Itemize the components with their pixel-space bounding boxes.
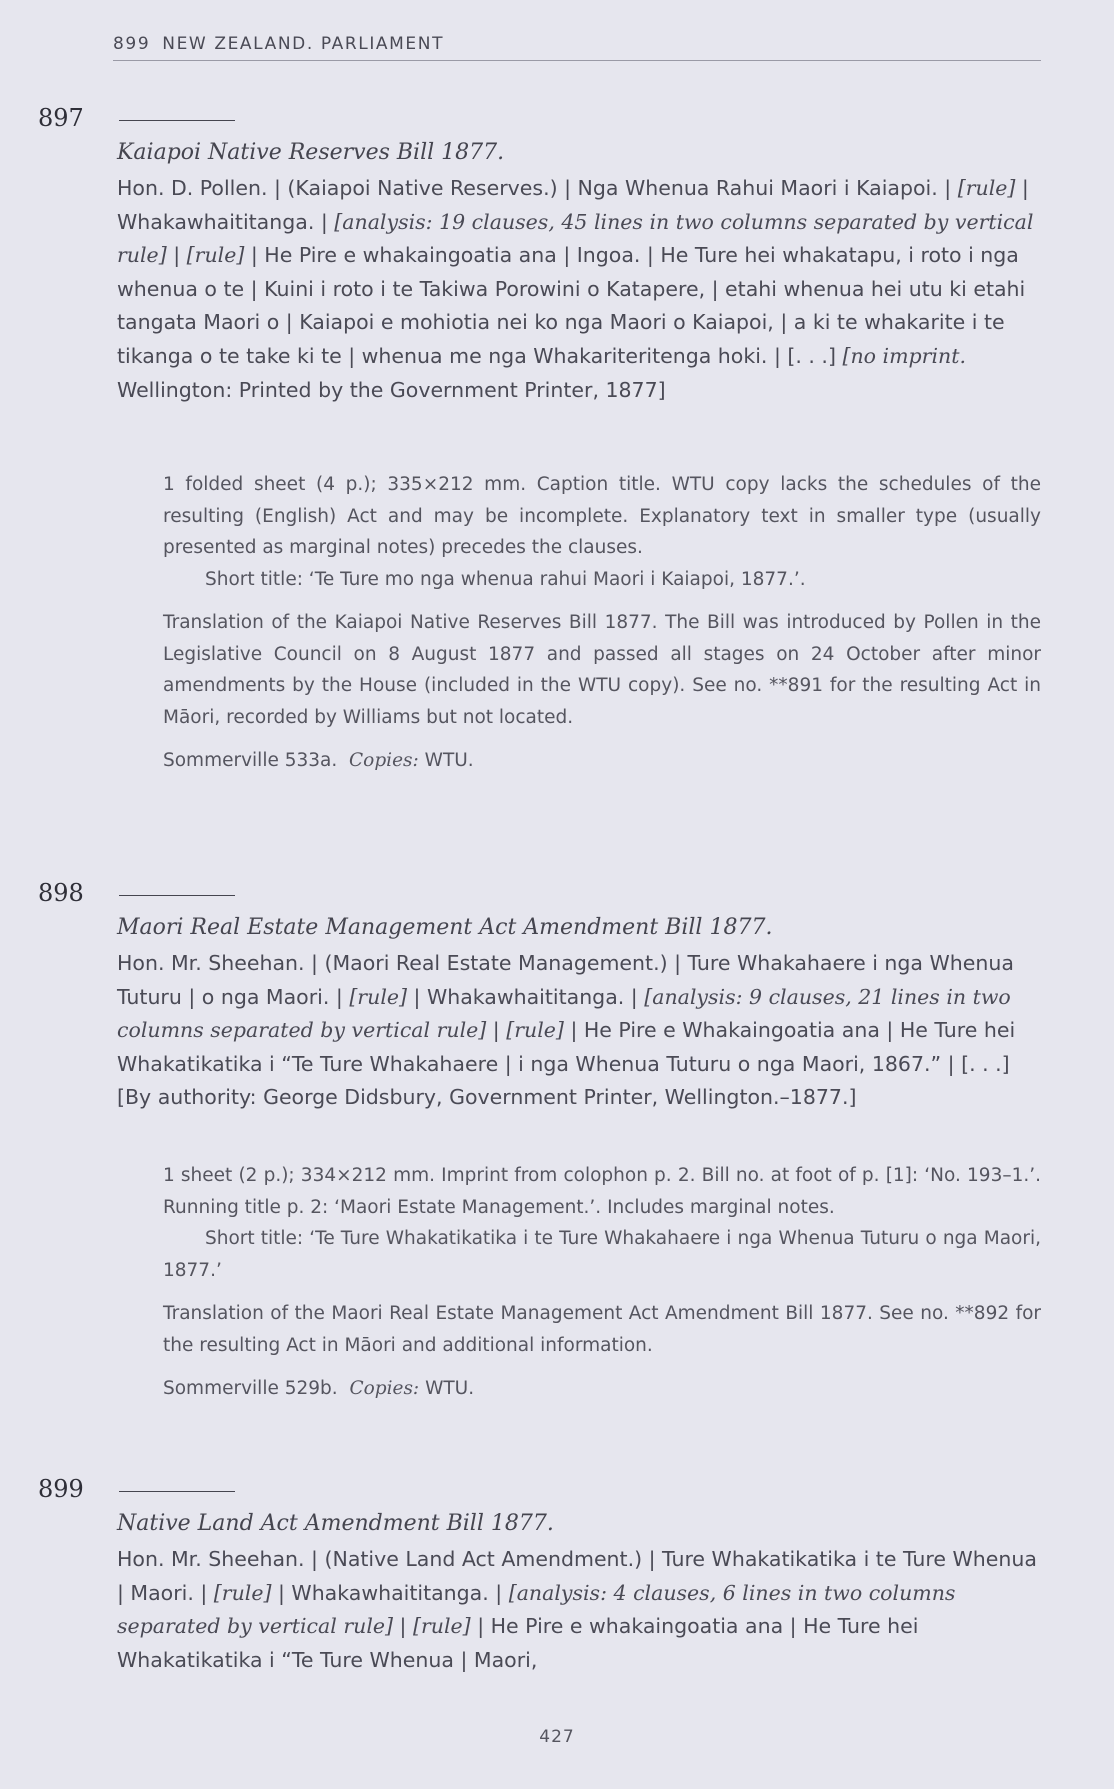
entry-rule bbox=[119, 1491, 235, 1492]
entry-number: 898 bbox=[38, 879, 84, 907]
entry-number: 897 bbox=[38, 104, 84, 132]
entry-title: Maori Real Estate Management Act Amendment Bill 1877. bbox=[117, 915, 773, 940]
short-title: Short title: ‘Te Ture mo nga whenua rahui Maori i Kaiapoi, 1877.’. bbox=[205, 568, 806, 590]
reference-line: Sommerville 529b. Copies: WTU. bbox=[163, 1378, 475, 1399]
running-head bbox=[113, 34, 1041, 61]
header-title: NEW ZEALAND. PARLIAMENT bbox=[162, 34, 445, 54]
reference-line: Sommerville 533a. Copies: WTU. bbox=[163, 750, 474, 771]
title-transcription: Hon. Mr. Sheehan. | (Maori Real Estate Management.) | Ture Whakahaere i nga Whenua Tuturu | o nga Maori. | [rule] | Whakawhaititanga. | [analysis: 9 clauses, 21 lines in two columns separated by vertical rule] | [rule] | He Pire e Whakaingoatia ana | He Ture hei Whakatikatika i “Te Ture Whakahaere | i nga Whenua Tuturu o nga Maori, 1867.” | [. . .] [By authority: George Didsbury, Government Printer, Wellington.–1877.] bbox=[117, 951, 1016, 1110]
physical-description: 1 folded sheet (4 p.); 335×212 mm. Caption title. WTU copy lacks the schedules of the resulting (English) Act and may be incomplete. Explanatory text in smaller type (usually presented as marginal notes) precedes the clauses. bbox=[163, 474, 1041, 558]
page-number: 427 bbox=[539, 1727, 575, 1747]
entry-rule bbox=[119, 120, 235, 121]
bibliographic-note: Translation of the Kaiapoi Native Reserves Bill 1877. The Bill was introduced by Pollen in the Legislative Council on 8 August 1877 and passed all stages on 24 October after minor amendments by the House (included in the WTU copy). See no. **891 for the resulting Act in Māori, recorded by Williams but not located. bbox=[163, 612, 1041, 728]
title-transcription: Hon. D. Pollen. | (Kaiapoi Native Reserves.) | Nga Whenua Rahui Maori i Kaiapoi. | [rule] | Whakawhaititanga. | [analysis: 19 clauses, 45 lines in two columns separated by vertical rule] | [rule] | He Pire e whakaingoatia ana | Ingoa. | He Ture hei whakatapu, i roto i nga whenua o te | Kuini i roto i te Takiwa Porowini o Katapere, | etahi whenua hei utu ki etahi tangata Maori o | Kaiapoi e mohiotia nei ko nga Maori o Kaiapoi, | a ki te whakarite i te tikanga o te take ki te | whenua me nga Whakariteritenga hoki. | [. . .] [no imprint. Wellington: Printed by the Government Printer, 1877] bbox=[117, 176, 1034, 402]
entry-notes-897 bbox=[163, 469, 1041, 777]
entry-rule bbox=[119, 895, 235, 896]
entry-notes-898 bbox=[163, 1160, 1041, 1405]
physical-description: 1 sheet (2 p.); 334×212 mm. Imprint from colophon p. 2. Bill no. at foot of p. [1]: ‘No. 193–1.’. Running title p. 2: ‘Maori Estate Management.’. Includes marginal notes. bbox=[163, 1165, 1041, 1218]
entry-number: 899 bbox=[38, 1475, 84, 1503]
short-title: Short title: ‘Te Ture Whakatikatika i te Ture Whakahaere i nga Whenua Tuturu o nga Maori, 1877.’ bbox=[163, 1228, 1041, 1281]
entry-title: Kaiapoi Native Reserves Bill 1877. bbox=[117, 140, 505, 165]
header-page-ref: 899 bbox=[113, 34, 151, 54]
entry-title: Native Land Act Amendment Bill 1877. bbox=[117, 1511, 554, 1536]
title-transcription: Hon. Mr. Sheehan. | (Native Land Act Amendment.) | Ture Whakatikatika i te Ture Whenua | Maori. | [rule] | Whakawhaititanga. | [analysis: 4 clauses, 6 lines in two columns separated by vertical rule] | [rule] | He Pire e whakaingoatia ana | He Ture hei Whakatikatika i “Te Ture Whenua | Maori, bbox=[117, 1547, 1037, 1672]
bibliographic-note: Translation of the Maori Real Estate Management Act Amendment Bill 1877. See no. **892 for the resulting Act in Māori and additional information. bbox=[163, 1303, 1041, 1356]
